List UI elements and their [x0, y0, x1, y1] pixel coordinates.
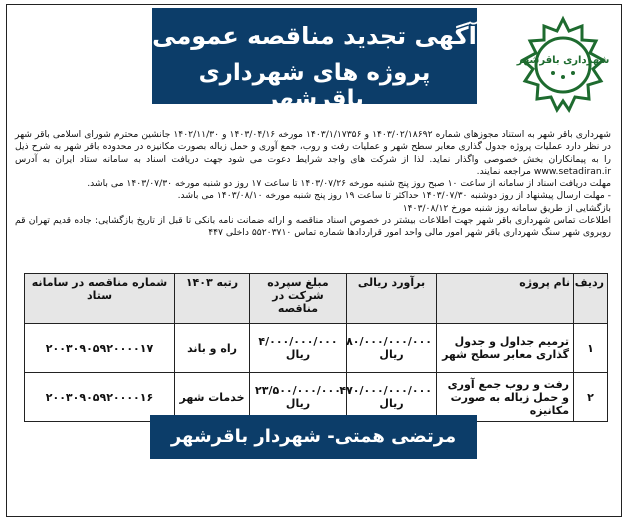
contact-info: اطلاعات تماس شهرداری باقر شهر جهت اطلاعات بیشتر در خصوص اسناد مناقصه و ارائه ضمانت نامه بانکی تا قبل از تاریخ بازگشایی: جاده قدیم تهران قم روبروی شهر سنگ شهرداری باقر شهر امور مالی واحد امور قراردادها شماره تماس ۵۵۲۰۳۷۱۰ داخلی ۴۴۷ [15, 215, 611, 239]
logo-text: شهرداری باقرشهر [516, 55, 610, 66]
submit-deadline: - مهلت ارسال پیشنهاد از روز دوشنبه ۱۴۰۳/۰۷/۳۰ حداکثر تا ساعت ۱۹ روز پنج شنبه مورخه ۱۴۰۳/۰۸/۱۰ می باشد. [177, 190, 611, 202]
estimate-value: ۸۰/۰۰۰/۰۰۰/۰۰۰ ریال [347, 324, 437, 373]
grade-value: خدمات شهر [175, 373, 250, 422]
header-banner [152, 8, 477, 112]
notice-title: آگهی تجدید مناقصه عمومی [152, 22, 477, 50]
deposit-value: ۴/۰۰۰/۰۰۰/۰۰۰ ریال [250, 324, 347, 373]
tender-table [24, 273, 608, 422]
notice-subtitle: پروژه های شهرداری باقرشهر [198, 60, 431, 112]
tender-number: ۲۰۰۳۰۹۰۵۹۲۰۰۰۰۱۶ [25, 373, 175, 422]
header-grade: رتبه ۱۴۰۳ [175, 274, 250, 324]
tender-number: ۲۰۰۳۰۹۰۵۹۲۰۰۰۰۱۷ [25, 324, 175, 373]
header-project-name: نام پروژه [437, 274, 574, 324]
signature-banner: مرتضی همتی- شهردار باقرشهر [150, 415, 477, 459]
receive-deadline: مهلت دریافت اسناد از سامانه از ساعت ۱۰ صبح روز پنج شنبه مورخه ۱۴۰۳/۰۷/۲۶ تا ساعت ۱۷ روز دو شنبه مورخه ۱۴۰۳/۰۷/۳۰ می باشد. [87, 178, 611, 190]
notice-body [15, 129, 611, 240]
header-tender-number: شماره مناقصه در سامانه ستاد [25, 274, 175, 324]
opening-date: بازگشایی از طریق سامانه روز شنبه مورخ ۱۴۰۳/۰۸/۱۲ [402, 202, 611, 214]
table-header-row [25, 274, 608, 324]
deposit-value: ۲۳/۵۰۰/۰۰۰/۰۰۰ ریال [250, 373, 347, 422]
project-name: ترمیم جداول و جدول گذاری معابر سطح شهر [437, 324, 574, 373]
project-name: رفت و روب جمع آوری و حمل زباله به صورت مکانیزه [437, 373, 574, 422]
notice-frame [6, 4, 622, 517]
row-number: ۲ [574, 373, 608, 422]
header-deposit: مبلغ سپرده شرکت در مناقصه [250, 274, 347, 324]
estimate-value: ۴۷۰/۰۰۰/۰۰۰/۰۰۰ ریال [347, 373, 437, 422]
body-paragraph: شهرداری باقر شهر به استناد مجوزهای شماره ۱۴۰۳/۰۲/۱۸۶۹۲ و ۱۴۰۳/۱/۱۷۳۵۶ مورخه ۱۴۰۳/۰۴/۱۶ و ۱۴۰۲/۱۱/۳۰ جانشین محترم شورای اسلامی باقر شهر در نظر دارد عملیات پروژه جدول گذاری معابر سطح شهر و عملیات رفت و روب، جمع آوری و حمل زباله بصورت مکانیزه در محدوده باقر شهر به شرح ذیل را به پیمانکاران بخش خصوصی واگذار نماید. لذا از شرکت های واجد شرایط دعوت می شود جهت دریافت اسناد به سامانه ستاد ایران به آدرس www.setadiran.ir مراجعه نمایند. [15, 129, 611, 177]
municipality-logo [513, 15, 613, 115]
row-number: ۱ [574, 324, 608, 373]
grade-value: راه و باند [175, 324, 250, 373]
header-row-number: ردیف [574, 274, 608, 324]
header-estimate: برآورد ریالی [347, 274, 437, 324]
table-row [25, 324, 608, 373]
